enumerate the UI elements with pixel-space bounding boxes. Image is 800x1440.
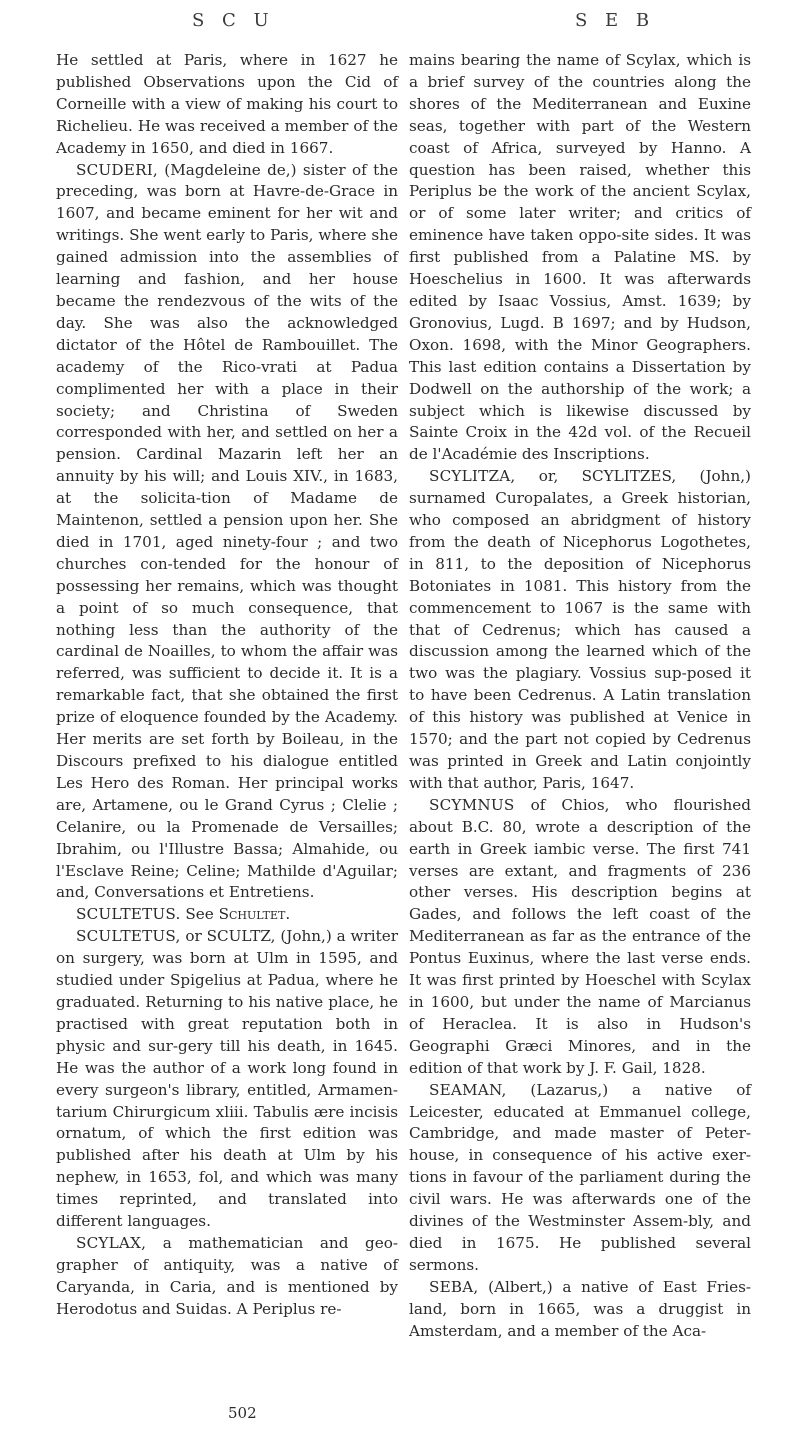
headword: SEBA,	[429, 1277, 479, 1296]
running-header	[0, 10, 800, 36]
entry-scylax	[56, 1233, 398, 1321]
entry-text: See	[180, 905, 219, 924]
entry-seba	[409, 1277, 751, 1343]
entry-text: or SCULTZ, (John,) a writer on surgery, was born at Ulm in 1595, and studied under Spigelius at Padua, where he graduated. Returning to his native place, he practised with great reputation both in physic and sur-gery till his death, in 1645. He was the author of a work long found in every surgeon's library, entitled, Armamen-tarium Chirurgicum xliii. Tabulis ære incisis ornatum, of which the first edition was published after his death at Ulm by his nephew, in 1653, fol, and which was many times reprinted, and translated into different languages.	[56, 927, 398, 1231]
headword: SCULTETUS.	[76, 905, 181, 924]
left-column	[56, 50, 398, 1321]
page-number: 502	[228, 1404, 257, 1422]
entry-text: (Albert,) a native of East Fries-land, born in 1665, was a druggist in Amsterdam, and a member of the Aca-	[409, 1277, 751, 1340]
entry-continuation: He settled at Paris, where in 1627 he published Observations upon the Cid of Corneille with a view of making his court to Richelieu. He was received a member of the Academy in 1650, and died in 1667.	[56, 51, 398, 157]
entry-text: or, SCYLITZES, (John,) surnamed Curopalates, a Greek historian, who composed an abridgment of history from the death of Nicephorus Logothetes, in 811, to the deposition of Nicephorus Botoniates in 1081. This history from the commencement to 1067 is the same with that of Cedrenus; which has caused a discussion among the learned which of the two was the plagiary. Vossius sup-posed it to have been Cedrenus. A Latin translation of this history was published at Venice in 1570; and the part not copied by Cedrenus was printed in Greek and Latin conjointly with that author, Paris, 1647.	[409, 467, 751, 792]
cross-reference: Schultet.	[218, 905, 291, 924]
entry-scylitza	[409, 466, 751, 795]
entry-scultetus	[56, 926, 398, 1233]
headword: SCYLITZA,	[429, 467, 516, 486]
header-left-guide: S C U	[192, 10, 275, 31]
entry-text: (Lazarus,) a native of Leicester, educated at Emmanuel college, Cambridge, and made master of Peter-house, in consequence of his active exer-tions in favour of the parliament during the civil wars. He was afterwards one of the divines of the Westminster Assem-bly, and died in 1675. He published several sermons.	[409, 1080, 751, 1274]
entry-scultetus-see	[56, 904, 398, 926]
headword: SCUDERI,	[76, 160, 158, 179]
entry-text: (Magdeleine de,) sister of the preceding, was born at Havre-de-Grace in 1607, and became eminent for her wit and writings. She went early to Paris, where she gained admission into the assemblies of learning and fashion, and her house became the rendezvous of the wits of the day. She was also the acknowledged dictator of the Hôtel de Rambouillet. The academy of the Rico-vrati at Padua complimented her with a place in their society; and Christina of Sweden corresponded with her, and settled on her a pension. Cardinal Mazarin left her an annuity by his will; and Louis XIV., in 1683, at the solicita-tion of Madame de Maintenon, settled a pension upon her. She died in 1701, aged ninety-four ; and two churches con-tended for the honour of possessing her remains, which was thought a point of so much consequence, that nothing less than the authority of the cardinal de Noailles, to whom the affair was referred, was sufficient to decide it. It is a remarkable fact, that she obtained the first prize of eloquence founded by the Academy. Her merits are set forth by Boileau, in the Discours prefixed to his dialogue entitled Les Hero des Roman. Her principal works are, Artamene, ou le Grand Cyrus ; Clelie ; Celanire, ou la Promenade de Versailles; Ibrahim, ou l'Illustre Bassa; Almahide, ou l'Esclave Reine; Celine; Mathilde d'Aguilar; and, Conversations et Entretiens.	[56, 160, 398, 902]
entry-scymnus	[409, 795, 751, 1080]
entry-text: a mathematician and geo-grapher of antiquity, was a native of Caryanda, in Caria, and is mentioned by Herodotus and Suidas. A Periplus re-	[56, 1233, 398, 1318]
entry-continuation: mains bearing the name of Scylax, which is a brief survey of the countries along the shores of the Mediterranean and Euxine seas, together with part of the Western coast of Africa, surveyed by Hanno. A question has been raised, whether this Periplus be the work of the ancient Scylax, or of some later writer; and critics of eminence have taken oppo-site sides. It was first published from a Palatine MS. by Hoeschelius in 1600. It was afterwards edited by Isaac Vossius, Amst. 1639; by Gronovius, Lugd. B 1697; and by Hudson, Oxon. 1698, with the Minor Geographers. This last edition contains a Dissertation by Dodwell on the authorship of the work; a subject which is likewise discussed by Sainte Croix in the 42d vol. of the Recueil de l'Académie des Inscriptions.	[409, 51, 751, 464]
headword: SCULTETUS,	[76, 927, 181, 946]
headword: SCYLAX,	[76, 1233, 147, 1252]
entry-scuderi	[56, 160, 398, 905]
entry-seaman	[409, 1080, 751, 1277]
right-column	[409, 50, 751, 1342]
headword: SEAMAN,	[429, 1080, 507, 1099]
header-right-guide: S E B	[575, 10, 656, 31]
headword: SCYMNUS	[429, 795, 515, 814]
entry-text: of Chios, who flourished about B.C. 80, wrote a description of the earth in Greek iambic verse. The first 741 verses are extant, and fragments of 236 other verses. His description begins at Gades, and follows the left coast of the Mediterranean as far as the entrance of the Pontus Euxinus, where the last verse ends. It was first printed by Hoeschel with Scylax in 1600, but under the name of Marcianus of Heraclea. It is also in Hudson's Geographi Græci Minores, and in the edition of that work by J. F. Gail, 1828.	[409, 795, 751, 1077]
